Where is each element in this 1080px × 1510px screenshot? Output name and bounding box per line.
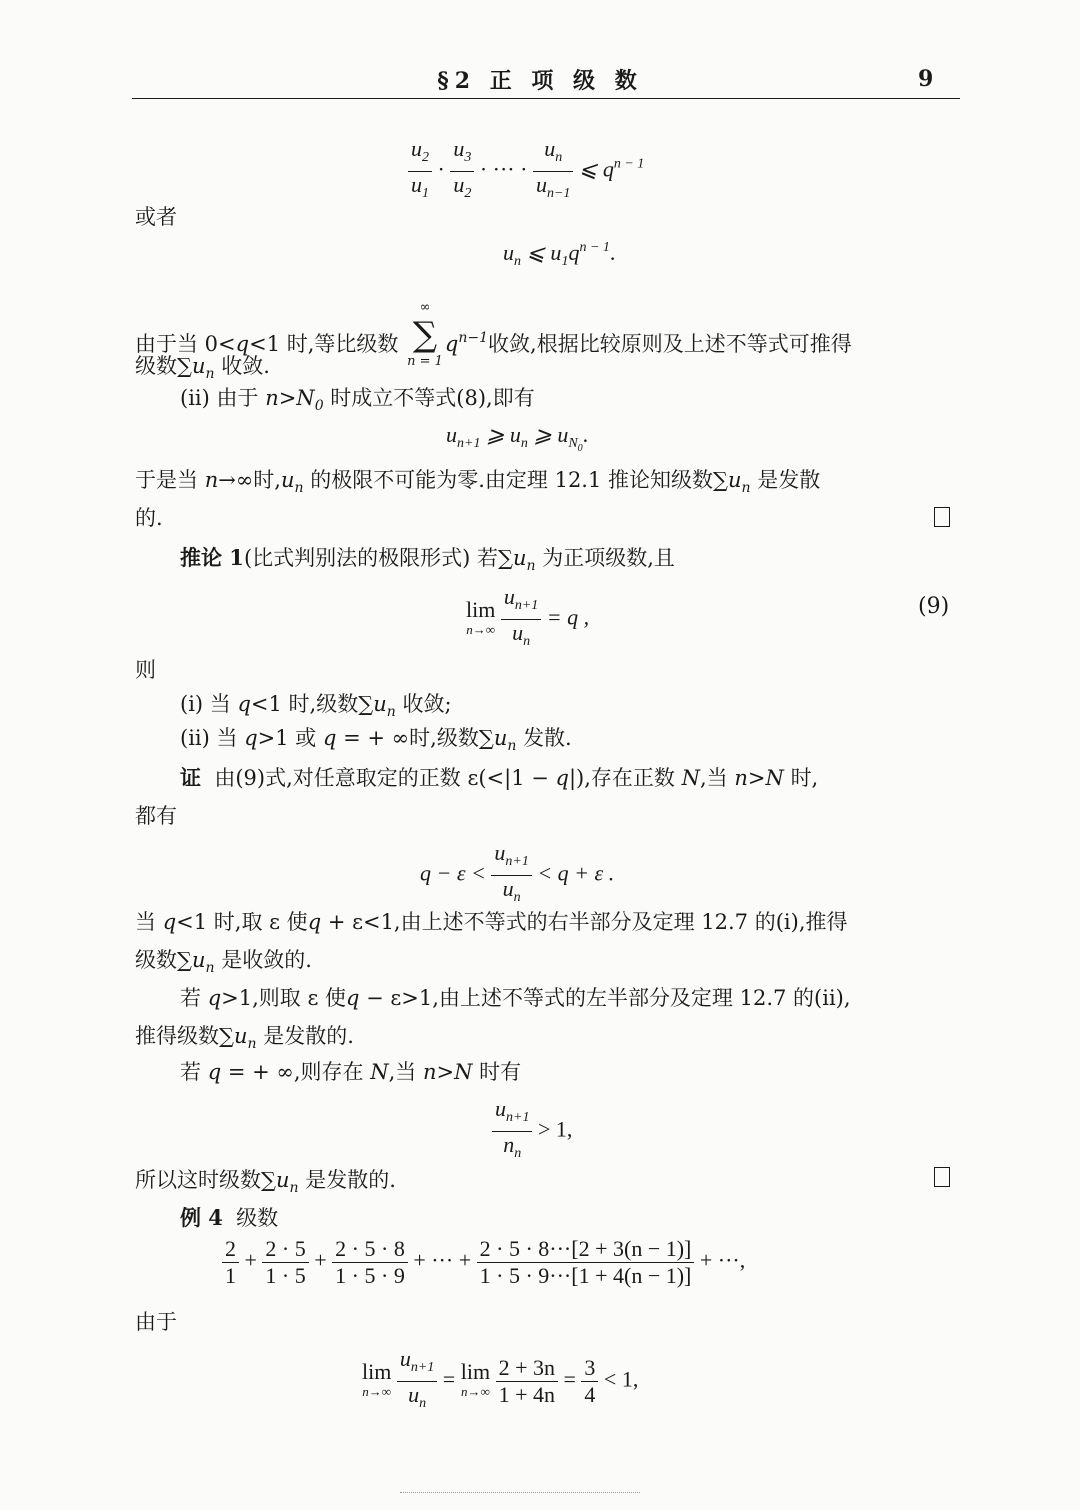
paragraph-converges: 级数$\sum u_n$ 是收敛的. (135, 948, 312, 976)
section-header: §2 正 项 级 数 (437, 68, 643, 94)
paragraph-q-infinity: 若 q = + ∞,则存在 N,当 n>N 时有 (180, 1060, 522, 1084)
example-4-heading: 例 4 级数 (180, 1205, 279, 1230)
corollary-1: 推论 1(比式判别法的极限形式) 若$\sum u_n$ 为正项级数,且 (180, 545, 675, 574)
paragraph-q-greater-1: 若 q>1,则取 ε 使q − ε>1,由上述不等式的左半部分及定理 12.7 的(ii), (180, 986, 851, 1010)
formula-final-limit: lim n→∞ $\frac{u_{n+1}}{u_n}$ = lim n→∞ $\frac{2 + 3n}{1 + 4n}$ = $\frac{3}{4}$ < 1, (362, 1346, 639, 1411)
header-rule (132, 98, 960, 99)
text-all-have: 都有 (135, 804, 177, 828)
formula-series: $\frac{2}{1}$ + $\frac{2 \cdot 5}{1 \cdot 5}$ + $\frac{2 \cdot 5 \cdot 8}{1 \cdot 5 \cdot 9}$ + ··· + $\frac{2 \cdot 5 \cdot 8\cdot\cdot\cdot[2 + 3(n - 1)]}{1 \cdot 5 \cdot 9\cdot\cdot\cdot[1 + 4(n - 1)]}$ + ···, (222, 1236, 745, 1289)
case-i: (i) 当 q<1 时,级数$\sum u_n$ 收敛; (180, 692, 452, 720)
paragraph-geometric: 由于当 0<q<1 时,等比级数 ∞ ∑ n = 1 $q^{n-1}$收敛,根据比较原则及上述不等式可推得 (135, 300, 852, 369)
paragraph-q-less-1: 当 q<1 时,取 ε 使q + ε<1,由上述不等式的右半部分及定理 12.7 的(i),推得 (135, 910, 848, 934)
qed-box-2 (934, 1167, 950, 1187)
paragraph-series-converges: 级数$\sum u_n$ 收敛. (135, 354, 270, 382)
equation-number-9: (9) (918, 594, 950, 619)
case-ii: (ii) 当 q>1 或 q = + ∞时,级数$\sum u_n$ 发散. (180, 726, 572, 754)
scan-artifact-dots (400, 1492, 640, 1493)
formula-ratio-product: $\frac{u_2}{u_1}$ · $\frac{u_3}{u_2}$ · ··· · $\frac{u_n}{u_{n-1}}$ ⩽ $q^{n - 1}$ (408, 136, 644, 207)
text-or: 或者 (135, 205, 177, 229)
formula-monotone: $u_{n+1}$ ⩾ $u_n$ ⩾ $u_{N_0}$. (446, 422, 589, 454)
paragraph-limit-nonzero: 于是当 n→∞时$,u_n$ 的极限不可能为零.由定理 12.1 推论知级数$\sum u_n$ 是发散 (135, 468, 821, 496)
paragraph-diverges: 推得级数$\sum u_n$ 是发散的. (135, 1024, 354, 1052)
page-number: 9 (918, 66, 934, 92)
formula-9: lim n→∞ $\frac{u_{n+1}}{u_n}$ = q , (466, 584, 590, 649)
proof-line: 证 由(9)式,对任意取定的正数 ε(<|1 − q|),存在正数 N,当 n>N 时, (180, 765, 819, 790)
text-then: 则 (135, 658, 156, 682)
formula-un-bound: $u_n$ ⩽ $u_1q^{n - 1}$. (503, 240, 616, 269)
text-since: 由于 (135, 1310, 177, 1334)
text-end: 的. (135, 506, 163, 530)
qed-box (934, 507, 950, 527)
paragraph-case-ii: (ii) 由于 $n>N_0$ 时成立不等式(8),即有 (180, 386, 535, 414)
formula-greater-one: $\frac{u_{n+1}}{n_n}$ > 1, (492, 1096, 572, 1167)
formula-epsilon-bound: q − ε < $\frac{u_{n+1}}{u_n}$ < q + ε . (420, 840, 615, 905)
paragraph-so-diverges: 所以这时级数$\sum u_n$ 是发散的. (135, 1168, 396, 1196)
